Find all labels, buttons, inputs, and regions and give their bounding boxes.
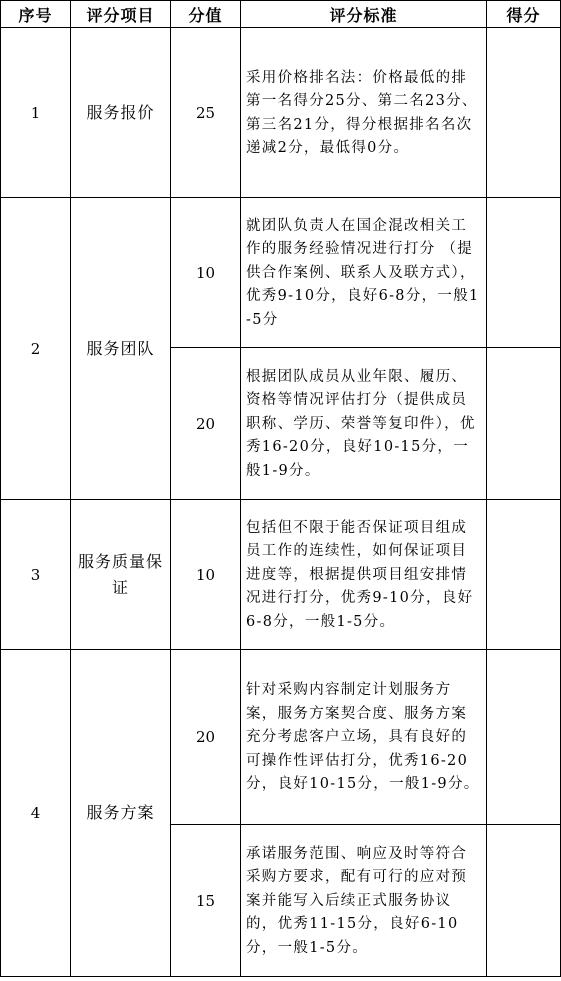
- row-points: 20: [171, 348, 241, 500]
- row-item: 服务方案: [71, 650, 171, 977]
- header-points: 分值: [171, 1, 241, 28]
- row-points: 20: [171, 650, 241, 825]
- row-index: 3: [1, 500, 71, 650]
- header-row: [1, 1, 561, 28]
- header-criteria: 评分标准: [241, 1, 487, 28]
- row-criteria: 包括但不限于能否保证项目组成员工作的连续性，如何保证项目进度等，根据提供项目组安排情况进行打分，优秀9-10分，良好6-8分，一般1-5分。: [241, 500, 487, 650]
- row-index: 2: [1, 198, 71, 500]
- row-criteria: 针对采购内容制定计划服务方案，服务方案契合度、服务方案充分考虑客户立场，具有良好的可操作性评估打分，优秀16-20分，良好10-15分，一般1-9分。: [241, 650, 487, 825]
- row-criteria: 就团队负责人在国企混改相关工作的服务经验情况进行打分 （提供合作案例、联系人及联方式），优秀9-10分，良好6-8分，一般1-5分: [241, 198, 487, 348]
- row-score-cell[interactable]: [487, 825, 561, 977]
- row-points: 10: [171, 198, 241, 348]
- table-row: [1, 500, 561, 650]
- row-points: 25: [171, 28, 241, 198]
- row-criteria: 根据团队成员从业年限、履历、资格等情况评估打分（提供成员职称、学历、荣誉等复印件），优秀16-20分，良好10-15分，一般1-9分。: [241, 348, 487, 500]
- row-points: 15: [171, 825, 241, 977]
- row-score-cell[interactable]: [487, 198, 561, 348]
- row-criteria: 采用价格排名法：价格最低的排第一名得分25分、第二名23分、第三名21分，得分根据排名名次递减2分，最低得0分。: [241, 28, 487, 198]
- header-score: 得分: [487, 1, 561, 28]
- table-row: [1, 28, 561, 198]
- row-item: 服务质量保证: [71, 500, 171, 650]
- table-row: [1, 650, 561, 825]
- row-score-cell[interactable]: [487, 500, 561, 650]
- header-item: 评分项目: [71, 1, 171, 28]
- row-points: 10: [171, 500, 241, 650]
- table-row: [1, 198, 561, 348]
- row-index: 1: [1, 28, 71, 198]
- row-score-cell[interactable]: [487, 650, 561, 825]
- row-criteria: 承诺服务范围、响应及时等符合采购方要求，配有可行的应对预案并能写入后续正式服务协议的，优秀11-15分，良好6-10分，一般1-5分。: [241, 825, 487, 977]
- row-score-cell[interactable]: [487, 348, 561, 500]
- row-score-cell[interactable]: [487, 28, 561, 198]
- header-index: 序号: [1, 1, 71, 28]
- row-index: 4: [1, 650, 71, 977]
- row-item: 服务报价: [71, 28, 171, 198]
- row-item: 服务团队: [71, 198, 171, 500]
